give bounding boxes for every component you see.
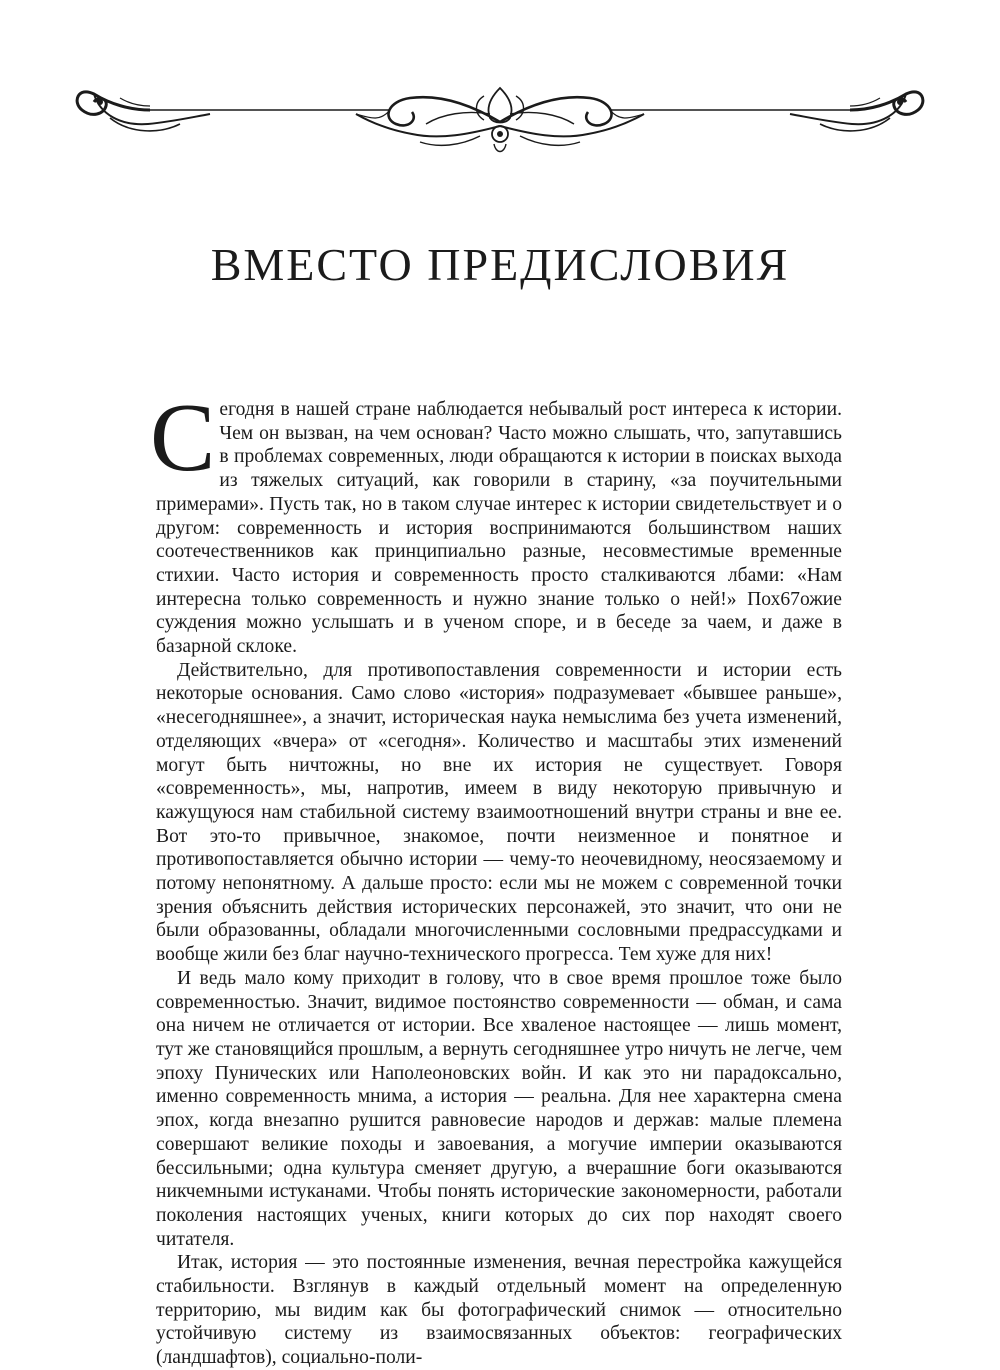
paragraph-text: егодня в нашей стране наблюдается небывалый рост интереса к истории. Чем он вызван, на чем основан? Часто можно слышать, что, запутавшись в проблемах современных, люди обращаются к истории в поисках выхода из тяжелых ситуаций, как говорили в старину, «за поучительными примерами». Пусть так, но в таком случае интерес к истории свидетельствует и о другом: современность и история воспринимаются большинством наших соотечественников как принципиально разные, несовместимые временные стихии. Часто история и современность просто сталкиваются лбами: «Нам интересна только современность и нужно знание только о ней!» Пох67ожие суждения можно услышать и в ученом споре, и в беседе за чаем, и даже в базарной склоке. (156, 399, 842, 658)
drop-cap: С (150, 384, 216, 492)
page-title: ВМЕСТО ПРЕДИСЛОВИЯ (210, 239, 790, 290)
paragraph: Действительно, для противопоставления современности и истории есть некоторые основания. Само слово «история» подразумевает «бывшее раньше», «несегодняшнее», а значит, историческая наука немыслима без учета изменений, отделяющих «вчера» от «сегодня». Количество и масштабы этих изменений могут быть ничтожны, но вне их история не существует. Говоря «современность», мы, напротив, имеем в виду некоторую привычную и кажущуюся нам стабильной систему взаимоотношений внутри страны и вне ее. Вот это-то привычное, знакомое, почти неизменное и понятное и противопоставляется обычно истории — чему-то неочевидному, неосязаемому и потому непонятному. А дальше просто: если мы не можем с современной точки зрения объяснить действия исторических персонажей, это значит, что они не были образованны, обладали многочисленными сословными предрассудками и вообще жили без благ научно-технического прогресса. Тем хуже для них! (156, 659, 842, 966)
body-text (150, 384, 842, 1370)
paragraph (150, 384, 842, 659)
paragraph: Итак, история — это постоянные изменения, вечная перестройка кажущейся стабильности. Взглянув в каждый отдельный момент на определенную территорию, мы видим как бы фотографический снимок — относительно устойчивую систему из взаимосвязанных объектов: географических (ландшафтов), социально-поли- (156, 1252, 842, 1369)
paragraph: И ведь мало кому приходит в голову, что в свое время прошлое тоже было современностью. Значит, видимое постоянство современности — обман, и сама она ничем не отличается от истории. Все хваленое настоящее — лишь момент, тут же становящийся прошлым, а вернуть сегодняшнее утро ничуть не легче, чем эпоху Пунических или Наполеоновских войн. И как это ни парадоксально, именно современность мнима, а история — реальна. Для нее характерна смена эпох, когда внезапно рушится равновесие народов и держав: малые племена совершают великие походы и завоевания, а могучие империи оказываются бессильными; одна культура сменяет другую, а вчерашние боги оказываются никчемными истуканами. Чтобы понять исторические закономерности, работали поколения настоящих ученых, книги которых до сих пор находят своего читателя. (156, 967, 842, 1250)
decorative-header-ornament (70, 74, 930, 160)
